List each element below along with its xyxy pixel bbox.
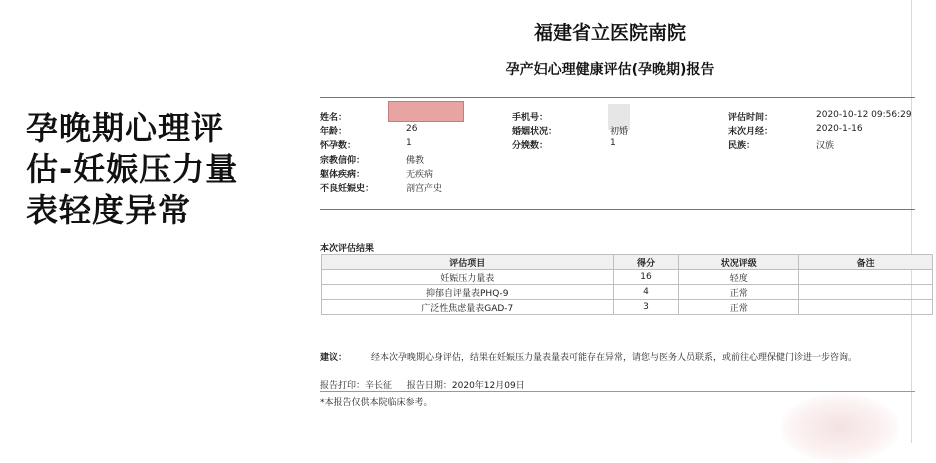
row-score: 4 bbox=[613, 285, 679, 300]
header-score: 得分 bbox=[613, 255, 679, 270]
name-label: 姓名： bbox=[320, 113, 348, 123]
marital-value: 初婚 bbox=[610, 127, 629, 137]
row-note bbox=[799, 285, 933, 300]
header-rule bbox=[320, 97, 915, 98]
births-label: 分娩数： bbox=[512, 141, 549, 151]
table-row bbox=[322, 285, 933, 300]
row-item: 广泛性焦虑量表GAD-7 bbox=[322, 300, 614, 315]
side-title: 孕晚期心理评估-妊娠压力量表轻度异常 bbox=[26, 109, 239, 229]
table-row bbox=[322, 270, 933, 285]
physical-disease-label: 躯体疾病： bbox=[320, 170, 366, 180]
disclaimer: *本报告仅供本院临床参考。 bbox=[320, 398, 433, 408]
header-item: 评估项目 bbox=[322, 255, 614, 270]
eval-time-label: 评估时间： bbox=[728, 113, 774, 123]
bad-pregnancy-label: 不良妊娠史： bbox=[320, 184, 375, 194]
table-row bbox=[322, 300, 933, 315]
row-score: 3 bbox=[613, 300, 679, 315]
decorative-flower-image bbox=[780, 393, 900, 463]
religion-label: 宗教信仰： bbox=[320, 156, 366, 166]
table-header-row bbox=[322, 255, 933, 270]
print-by: 报告打印：辛长征 bbox=[320, 381, 393, 391]
print-info bbox=[320, 378, 537, 391]
bad-pregnancy-value: 剖宫产史 bbox=[406, 184, 443, 194]
header-level: 状况评级 bbox=[679, 255, 799, 270]
row-level: 正常 bbox=[679, 285, 799, 300]
info-rule bbox=[320, 209, 915, 210]
lmp-value: 2020-1-16 bbox=[816, 124, 863, 134]
advice-text: 经本次孕晚期心身评估，结果在妊娠压力量表量表可能存在异常，请您与医务人员联系，或前往心理保健门诊进一步咨询。 bbox=[371, 353, 858, 363]
births-value: 1 bbox=[610, 138, 616, 148]
pregnancies-value: 1 bbox=[406, 138, 412, 148]
row-level: 正常 bbox=[679, 300, 799, 315]
age-value: 26 bbox=[406, 124, 418, 134]
marital-label: 婚姻状况： bbox=[512, 127, 558, 137]
row-level: 轻度 bbox=[679, 270, 799, 285]
footer-rule bbox=[320, 391, 915, 392]
row-item: 抑郁自评量表PHQ-9 bbox=[322, 285, 614, 300]
report-sheet bbox=[300, 0, 920, 443]
ethnicity-label: 民族： bbox=[728, 141, 756, 151]
results-label: 本次评估结果 bbox=[320, 244, 375, 254]
row-item: 妊娠压力量表 bbox=[322, 270, 614, 285]
row-score: 16 bbox=[613, 270, 679, 285]
age-label: 年龄： bbox=[320, 127, 348, 137]
pregnancies-label: 怀孕数： bbox=[320, 141, 357, 151]
hospital-name: 福建省立医院南院 bbox=[533, 22, 686, 44]
religion-value: 佛教 bbox=[406, 156, 425, 166]
lmp-label: 末次月经： bbox=[728, 127, 774, 137]
advice-label: 建议： bbox=[320, 353, 348, 363]
row-note bbox=[799, 270, 933, 285]
row-note bbox=[799, 300, 933, 315]
report-title: 孕产妇心理健康评估(孕晚期)报告 bbox=[505, 62, 715, 78]
ethnicity-value: 汉族 bbox=[816, 141, 835, 151]
physical-disease-value: 无疾病 bbox=[406, 170, 434, 180]
eval-time-value: 2020-10-12 09:56:29 bbox=[816, 110, 912, 120]
header-note: 备注 bbox=[799, 255, 933, 270]
phone-label: 手机号： bbox=[512, 113, 549, 123]
name-redaction bbox=[388, 101, 464, 122]
results-table bbox=[321, 254, 933, 315]
report-date: 报告日期：2020年12月09日 bbox=[406, 381, 525, 391]
